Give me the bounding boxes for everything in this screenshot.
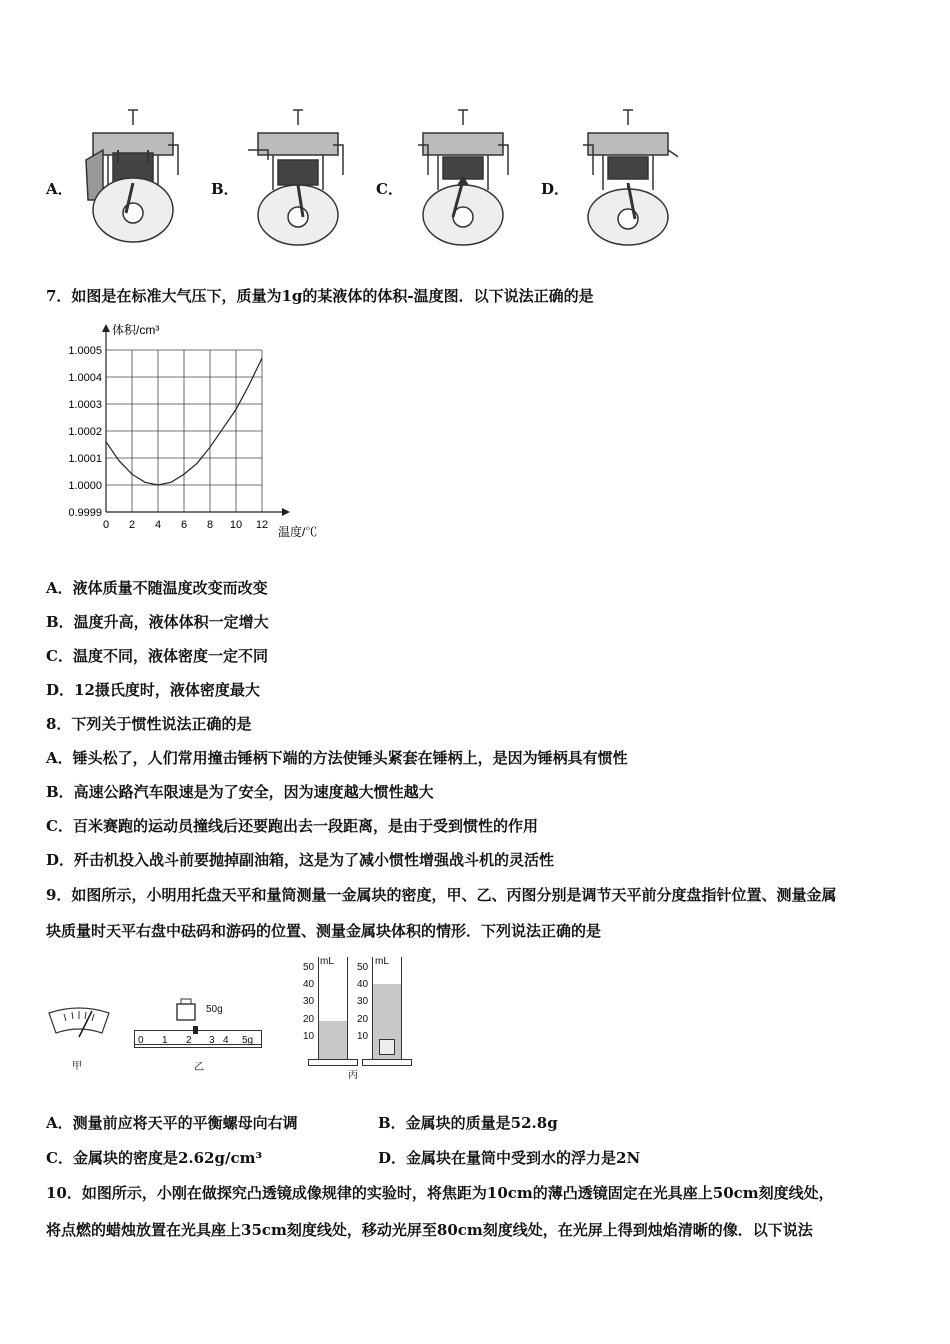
balance-dial-diagram [44, 1005, 114, 1045]
q7-option-b: B．温度升高，液体体积一定增大 [46, 613, 269, 631]
water-level-left [319, 1021, 347, 1059]
engine-diagram-a [78, 105, 183, 247]
cylinder-right-tick-40: 40 [357, 979, 369, 990]
q9-stem-line1: 9．如图所示，小明用托盘天平和量筒测量一金属块的密度，甲、乙、丙图分别是调节天平前分度盘指针位置、测量金属 [46, 886, 837, 904]
graduated-cylinder-right [372, 957, 402, 1060]
cylinder-left-tick-30: 30 [303, 996, 315, 1007]
engine-diagram-c [408, 105, 513, 247]
cylinder-right-tick-50: 50 [357, 962, 369, 973]
y-axis-arrow [102, 324, 110, 332]
q7-option-a: A．液体质量不随温度改变而改变 [46, 579, 268, 597]
chart-y-label: 体积/cm³ [112, 323, 160, 337]
chart-grid [106, 350, 262, 512]
scale-tick-1: 1 [162, 1035, 168, 1046]
cylinder-right-tick-10: 10 [357, 1031, 369, 1042]
q9-option-a: A．测量前应将天平的平衡螺母向右调 [46, 1114, 298, 1132]
y-tick-label: 1.0004 [68, 372, 102, 384]
weight-icon [175, 998, 197, 1022]
q9-stem-line2: 块质量时天平右盘中砝码和游码的位置、测量金属块体积的情形．下列说法正确的是 [46, 922, 602, 940]
q10-line2: 将点燃的蜡烛放置在光具座上35cm刻度线处，移动光屏至80cm刻度线处，在光屏上得到烛焰清晰的像．以下说法 [46, 1221, 813, 1239]
q8-option-b: B．高速公路汽车限速是为了安全，因为速度越大惯性越大 [46, 783, 434, 801]
cylinder-left-tick-10: 10 [303, 1031, 315, 1042]
fig-label-bing: 丙 [348, 1070, 358, 1081]
scale-tick-3: 3 [209, 1035, 215, 1046]
y-tick-label: 1.0005 [68, 345, 102, 357]
cylinder-right-tick-30: 30 [357, 996, 369, 1007]
graduated-cylinder-left [318, 957, 348, 1060]
x-tick-label: 8 [206, 519, 214, 531]
cylinder-left-unit: mL [320, 956, 334, 967]
x-tick-label: 6 [180, 519, 188, 531]
y-tick-label: 0.9999 [68, 507, 102, 519]
cylinder-left-tick-50: 50 [303, 962, 315, 973]
cylinder-left-tick-20: 20 [303, 1014, 315, 1025]
fig-label-jia: 甲 [72, 1061, 82, 1072]
chart-y-ticks [68, 345, 102, 519]
fig-label-yi: 乙 [194, 1062, 204, 1073]
y-tick-label: 1.0001 [68, 453, 102, 465]
q7-stem: 7．如图是在标准大气压下，质量为1g的某液体的体积-温度图．以下说法正确的是 [46, 287, 594, 305]
chart-x-ticks [103, 519, 268, 531]
q8-option-d: D．歼击机投入战斗前要抛掉副油箱，这是为了减小惯性增强战斗机的灵活性 [46, 851, 555, 869]
q7-option-d: D．12摄氏度时，液体密度最大 [46, 681, 260, 699]
q10-line1: 10．如图所示，小刚在做探究凸透镜成像规律的实验时，将焦距为10cm的薄凸透镜固定在光具座上50cm刻度线处， [46, 1184, 834, 1202]
x-axis-arrow [282, 508, 290, 516]
cylinder-right-tick-20: 20 [357, 1014, 369, 1025]
x-tick-label: 2 [128, 519, 136, 531]
engine-diagram-d [573, 105, 678, 247]
chart-x-label: 温度/℃ [278, 525, 318, 539]
q9-option-b: B．金属块的质量是52.8g [378, 1114, 558, 1132]
cylinder-base-left [308, 1059, 358, 1066]
x-tick-label: 10 [229, 519, 243, 531]
y-tick-label: 1.0003 [68, 399, 102, 411]
engine-option-b-label: B． [211, 180, 239, 198]
volume-temperature-chart [52, 318, 342, 548]
engine-diagram-b [243, 105, 348, 247]
x-tick-label: 12 [255, 519, 269, 531]
q8-option-a: A．锤头松了，人们常用撞击锤柄下端的方法使锤头紧套在锤柄上，是因为锤柄具有惯性 [46, 749, 628, 767]
q9-option-d: D．金属块在量筒中受到水的浮力是2N [378, 1149, 641, 1167]
x-tick-label: 0 [102, 519, 110, 531]
y-tick-label: 1.0000 [68, 480, 102, 492]
q8-stem: 8．下列关于惯性说法正确的是 [46, 715, 252, 733]
q8-option-c: C．百米赛跑的运动员撞线后还要跑出去一段距离，是由于受到惯性的作用 [46, 817, 538, 835]
engine-option-d-label: D． [541, 180, 570, 198]
x-tick-label: 4 [154, 519, 162, 531]
scale-tick-0: 0 [138, 1035, 144, 1046]
scale-tick-4: 4 [223, 1035, 229, 1046]
cylinder-right-unit: mL [375, 956, 389, 967]
cylinder-left-tick-40: 40 [303, 979, 315, 990]
metal-block [379, 1039, 395, 1055]
cylinder-base-right [362, 1059, 412, 1066]
scale-tick-5: 5g [242, 1035, 254, 1046]
engine-option-c-label: C． [376, 180, 403, 198]
q7-option-c: C．温度不同，液体密度一定不同 [46, 647, 268, 665]
q9-option-c: C．金属块的密度是2.62g/cm³ [46, 1149, 263, 1167]
rider [193, 1026, 198, 1034]
engine-option-a-label: A． [46, 180, 73, 198]
weight-label: 50g [206, 1004, 223, 1015]
y-tick-label: 1.0002 [68, 426, 102, 438]
scale-tick-2: 2 [186, 1035, 192, 1046]
